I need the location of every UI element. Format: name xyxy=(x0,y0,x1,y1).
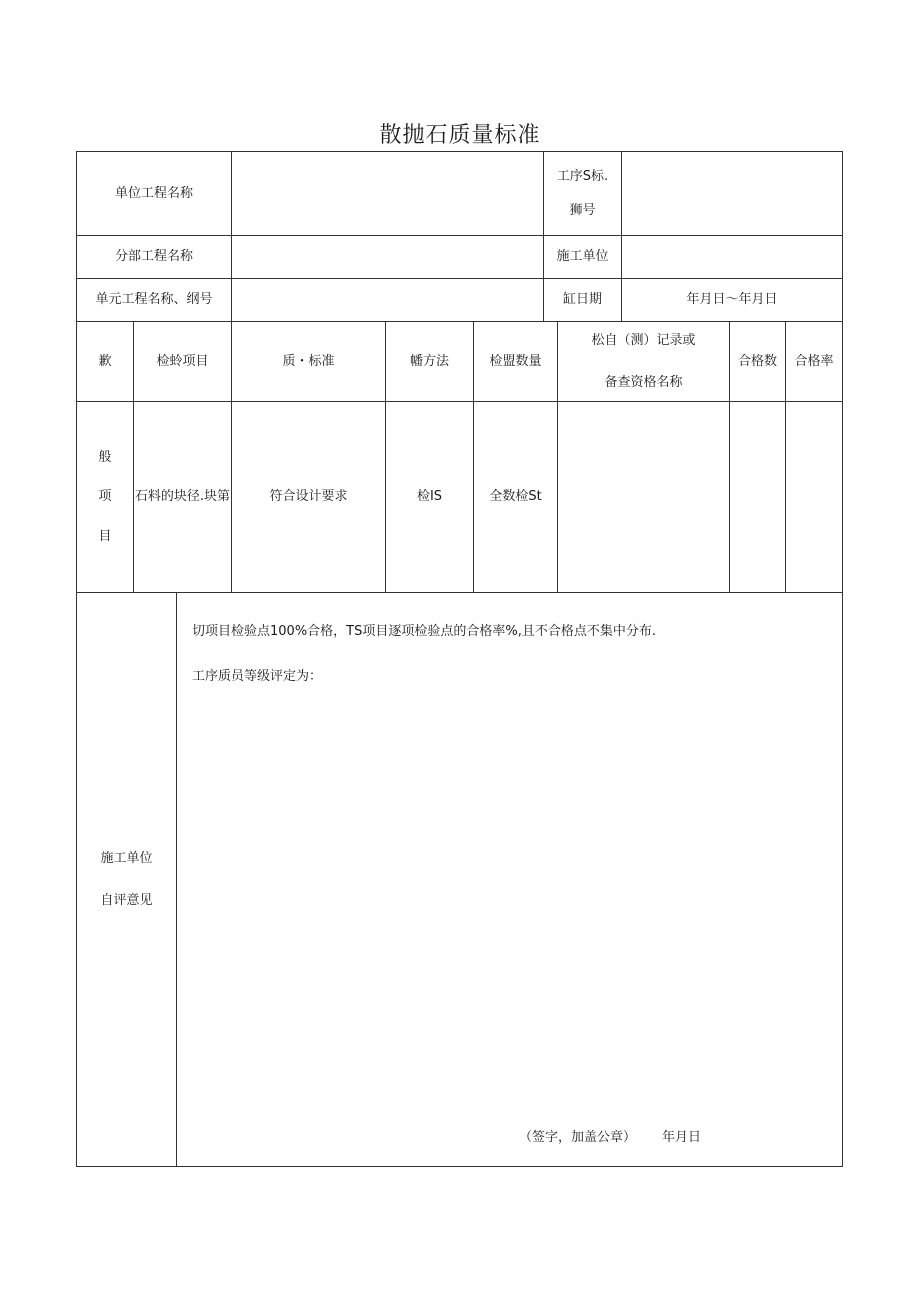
form-title: 散抛石质量标准 xyxy=(379,123,541,148)
process-code-label-line-1: 工序S标. xyxy=(556,168,609,184)
column-header-quality-standard: 质・标准 xyxy=(282,353,335,369)
column-header-record xyxy=(558,322,729,401)
sub-project-name-field[interactable] xyxy=(232,236,543,278)
general-item-char-2: 项 xyxy=(98,489,112,505)
general-qualified-count-field[interactable] xyxy=(730,402,785,592)
self-evaluation-label-line-1: 施工单位 xyxy=(100,850,153,866)
column-header-qualified-count: 合格数 xyxy=(737,353,777,369)
general-check-quantity: 全数检St xyxy=(489,489,542,505)
general-pass-rate-field[interactable] xyxy=(786,402,842,592)
process-code-field[interactable] xyxy=(622,152,842,235)
general-check-method: 检IS xyxy=(416,489,443,505)
unit-project-name-label: 单位工程名称 xyxy=(114,185,193,201)
column-header-method: 幡方法 xyxy=(409,353,449,369)
evaluation-date: 年月日 xyxy=(662,1130,702,1145)
sub-project-name-label: 分部工程名称 xyxy=(114,249,193,265)
process-code-label-line-2: 狮号 xyxy=(569,202,596,218)
process-code-label xyxy=(544,152,621,235)
element-project-field[interactable] xyxy=(232,279,543,321)
column-header-check-item: 检蛉项目 xyxy=(156,353,209,369)
general-quality-standard: 符合设计要求 xyxy=(269,489,348,505)
construction-unit-label: 施工单位 xyxy=(556,249,609,265)
date-label: 缸日期 xyxy=(562,292,602,308)
signature-seal-note: （签字，加盖公章） xyxy=(519,1130,637,1145)
date-range-field[interactable]: 年月日〜年月日 xyxy=(686,292,778,308)
self-evaluation-label xyxy=(77,593,176,1166)
general-item-char-1: 般 xyxy=(98,449,112,465)
construction-unit-field[interactable] xyxy=(622,236,842,278)
general-record-field[interactable] xyxy=(558,402,729,592)
general-item-char-3: 目 xyxy=(98,528,112,544)
general-item-category xyxy=(77,402,133,592)
evaluation-statement: 切项目检验点100%合格，TS项目逐项检验点的合格率%,且不合格点不集中分布. xyxy=(192,624,656,639)
element-project-label: 单元工程名称、纲号 xyxy=(95,292,213,308)
unit-project-name-field[interactable] xyxy=(232,152,543,235)
grade-assessment-label: 工序质员等级评定为： xyxy=(192,669,323,684)
column-header-pass-rate: 合格率 xyxy=(794,353,834,369)
column-header-quantity: 检盟数量 xyxy=(489,353,542,369)
column-header-record-line-1: 松自（测）记录或 xyxy=(591,332,696,348)
column-header-item: 歉 xyxy=(98,353,112,369)
self-evaluation-label-line-2: 自评意见 xyxy=(100,892,153,908)
column-header-record-line-2: 备查资格名称 xyxy=(604,374,683,390)
general-check-item: 石料的块径.块第 xyxy=(134,489,231,505)
